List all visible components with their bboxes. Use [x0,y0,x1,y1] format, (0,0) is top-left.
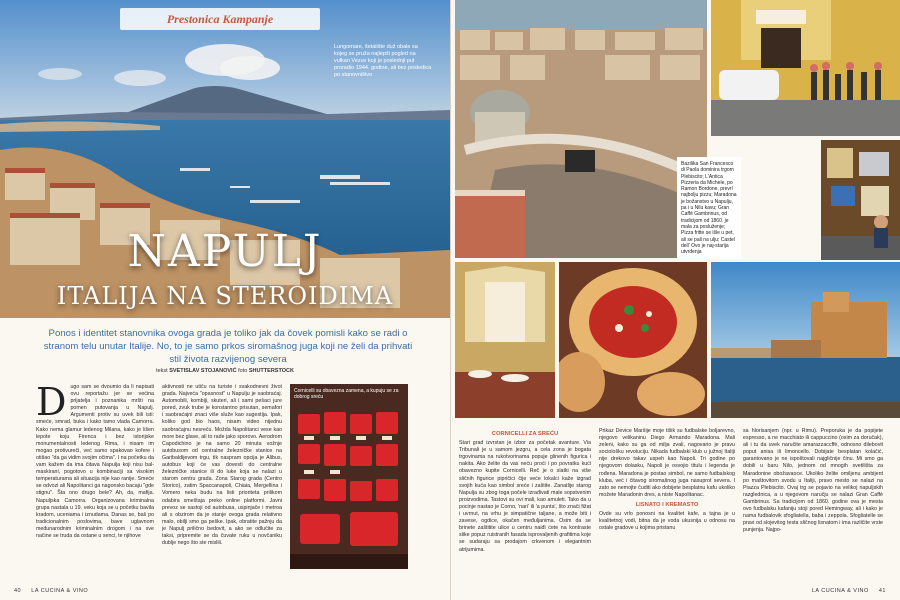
cornicelli-caption: Cornicelli su obavezna zamena, a kupuju se za dobrog sreću [294,388,399,401]
hero-caption: Lungomare, šetalište duž obale sa kojeg se pruža najlepši pogled na vulkan Vezuv koji je poslednji put proradio 1944. godine, ali bez posledica po stanovništvo [334,44,432,78]
castle-illustration [711,262,900,418]
cornicelli-photo [290,384,408,569]
folio-left [14,588,88,594]
cafe-illustration [455,262,555,418]
photo-castel-dell-ovo [711,262,900,418]
column-2-text: aktivnosti ne utiču na turiste i svakodnevni život grada. Najveća "opasnost" u Napulju je saobraćaj. Automobili, kombiji, skuteri, ali i sami pešaci jure pored, zvuk trube je konstantno prisutan, semafori i saobraćajni znaci više služe kao sugestija. Ipak, koliko god bio haos, nisam video nijednu saobraćajnu nesreću. Možda Napolitanci vese kao more bez glave, ali to rade jako sporovo. Aerodrom Capodichino je na samo 20 minuta vožnje autobusom od centralne železničke stanice na Garibaldijevom trgu, tik naspram opcija je Alibus, autobus koji će vas dovesti do centralne železničke stanice ili do luke koja se nalazi u starom centru grada. Zona Starog grada (Centro Storico), zatim Spaccanapoli, Chiaia, Mergellina i Vomero neka budu na listi prioriteta prilikom odabira smeštaja preko online platformi. Javni prevoz se sastoji od autobusa, uspinjače i metroa ali s obzirom da je stanje ovoga grada relativno malo, obilji smo ga peške. Ipak, obratite pažnju da je Napulj prilično bedovit, a ako se odlučite za taksi, pripremite se da čuvate ruku u novčaniku dublje nego što ste mislili. [162,384,282,547]
pizzeria-illustration [711,0,900,136]
credit-photo-label: foto [238,368,248,374]
photo-pizzeria-street [711,0,900,136]
photo-maradona-shrine [821,140,900,260]
article-subtitle: ITALIJA NA STEROIDIMA [56,282,394,310]
article-title: NAPULJ [127,226,323,277]
column-3-text: Stari grad izvrstan je izbor za početak avanture. Via Tribunali je u samom jezgru, a cela zona je bogata trgovinama na rukotvorinama popuje glinenih figurica i nakita. Ako želite da vas neću proći i po povratku kući obavezno kupite Cornicelli. Reč je o slatki na više sličnih figurice pipričici čije veće lokalci kaže izgrad svojih kuća kao simbol sreće i zaštite. Zanatlije starog Napulja su zbog toga počele izrađivati male sopstvenim proizvodima. Tastovi su ovi mali, kao amuleti. Tako da u pocinje nastao je Corno, 'nari' ili 'a punta', što znači fižat i uvrnut, na vrhu je simpatične taljane, a može biti i zavese, ogdice, okačen međuljanima. Osim da se brinete zaštitite ulice u centru naiđi ćete na kontraste slike popuz ruistranih fasada isprovaljenih grafitima koje se sudaraju sa prodajom crkvenom i elegantnim atrijumima. [459,440,591,553]
body-column-1 [36,380,154,580]
magazine-name-left: LA CUCINA & VINO [31,588,89,594]
article-credits [0,368,450,374]
page-number-left: 40 [14,588,22,594]
body-column-3 [459,428,591,588]
section-tag: Prestonica Kampanje [120,8,320,30]
body-column-4 [599,428,735,588]
piazza-illustration [455,0,707,258]
page-number-right: 41 [878,588,886,594]
credit-text-label: tekst [156,368,168,374]
pizza-fritta-illustration [559,262,707,418]
right-page [450,0,900,600]
column-4-text-2: Ovde su vrlo ponosni na kvalitet kafe, a tajna je u kvalitetnoj vodi, bitna da je voda ukusnija u odnosu na ostale gradove u kojima pristanu [599,511,735,532]
shrine-illustration [821,140,900,260]
column-4-text: Prikaz Device Maršije moje tišik su fudbalske boljarevno, njegovo velikaninu Diego Armando Maradona. Mali zeleni, kako su ga od milja zvali, nagovario je pravu sociološku revoluciju. Nikada fudbalski klub u južnoj Italiji nije drekovo takav uspeh kao Napoli. Tri godine po njegovom dolasku, Napoli je osvojio titulu i legenda je rođena. Maradona je postao simbol, ne samo fudbalskog kluba, već i čitavog siromašnog juga nasuprot severa. I zato se nemojte čuditi ako dobijete besplatnu kafu ukoliko možete Maradonin dres, a niste Napolitanac. [599,428,735,498]
drop-cap: D [36,380,67,424]
credit-author: SVETISLAV STOJANOVIĆ [169,368,237,374]
photo-captions-box: Bazilika San Francesco di Paola dominira trgom Plebiscito; L'Antica Pizzeria da Michele, po Ramon Bordone, prevrl najbolju pizzu; Maradona je božanstvo u Napulju, pa i u Nilu kavu; Gran Caffè Gambrinus, od tradicijom od 1860. je mala za posluženje; Pizza fritte se išle u pet, ali se pali na ulju; Castel dell' Ovo je naj-starija utvrđenja [677,157,741,259]
column-1-text: ugo sam se dvoumio da li napisati ovu reportažu jer se većina prijatelja i poznanika mršti na pomen putovanja u Napulj. Argumenti protiv su uvek bili isti: smeće, smrad, buka i kako tamo vlada Camorra. Kako nema glamur ledenog Milana, kako je lišen lepote koju Firenca i bez istorijske monumentalnosti ledenog Rima, i nisam im mogao protivureči, već samo spakovao kofere i otišao "da ga vidim svojim očima". I na početku da vam kažem da ima čitava Napulja koji nisu bal-maskirani, pogotovo u kombinaciji sa visokim temperaturama ali situacija nije kao ranije. Smeće se odvozi ali Napolitanci ga nagonsko bacaju "gde stignu". Šta ono drugo bele? Ah, da, mafija. Napuljska Camorra. Organizovana kriminalna grupa nastala u 19. veku koja se u početku bavila kradom, uceniama i iznudama. Danas se, baš po tradicionalnim poslovima, bave uglavnom međunarodnim kriminalnim drogom i na sve načine se truda da ostane u senci, te njihove [36,384,154,539]
folio-right [812,588,886,594]
photo-pizza-fritta [559,262,707,418]
hero-photo-naples-bay [0,0,450,318]
article-lead: Ponos i identitet stanovnika ovoga grada je toliko jak da čovek pomisli kako se radi o stranom telu unutar Italije. No, to je samo prkos siromašnog juga koji ne želi da prihvati stil života razvijenog severa [43,328,413,365]
subheading-cornicelli: CORNICELLI ZA SREĆU [491,431,559,437]
magazine-name-right: LA CUCINA & VINO [811,588,869,594]
subheading-lisnato: LISNATO I KREMASTO [635,501,699,508]
photo-piazza-plebiscito [455,0,707,258]
body-column-5 [743,428,883,588]
cornicelli-illustration [290,384,408,569]
body-column-2 [162,384,282,580]
photo-gran-caffe-gambrinus [455,262,555,418]
credit-photographer: SHUTTERSTOCK [248,368,294,374]
column-5-text: sa hlorisanjem (npr. u Rimu). Preporuka je da popijete espresso, a ne macchiato ili cappuccino (osim za doručak), ali i tu da uvek naručite amarazzaccffè, odnosno dilebovit poput anisa ili limoncello. Dobijate besplatan kolačić, garantovano je ne ispoštovali najgličnije činu. Mi smo ga dobili u baru Nilo, jednom od mnogih svetilišta za Maradonine obožavaoce. Ukoliko želite omiljenu ambijent po maštovitom svodu u Italiji, pravo mesto se nalazi na Piazza Plebiscito. Ovaj trg se pojavio na velikoj napuljskih razglednica, a u njegovom naručju se nalazi Gran Caffè Gambrinus. Sa tradicijom od 1860. godine ova je mesta ovo fudbalsku kafaniju stoji pored Hemingway, ali i kako je nama fudbalovik sfogliatella, baba i zeppola. Sfogliatelle se pravi od slojevitog testa sličnog lisnatom i ima različite vrste punjenja. Najpo- [743,428,883,534]
